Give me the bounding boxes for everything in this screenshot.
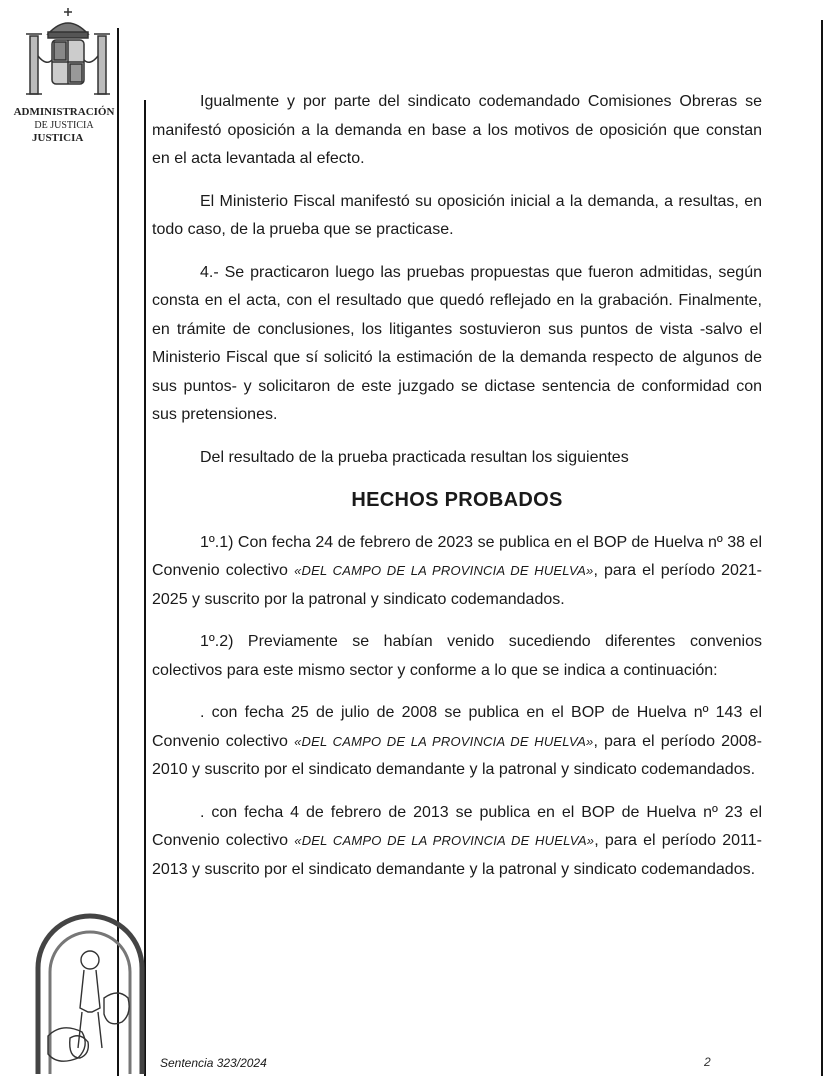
- hecho-text: , para el período 2021-2025 y suscrito por la patronal y sindicato codemandados.: [152, 562, 763, 608]
- sentencia-reference: Sentencia 323/2024: [160, 1056, 267, 1070]
- administracion-justicia-label: [4, 106, 124, 145]
- hecho-text: 1º.1) Con fecha 24 de febrero de 2023 se publica en el BOP de Huelva nº 38 el Convenio colectivo: [152, 533, 762, 579]
- paragraph-ccoo-opposition: Igualmente y por parte del sindicato codemandado Comisiones Obreras se manifestó oposición a la demanda en base a los motivos de oposición que constan en el acta levantada al efecto.: [152, 93, 762, 167]
- spain-coat-of-arms-icon: [18, 6, 118, 106]
- convenio-name: «DEL CAMPO DE LA PROVINCIA DE HUELVA»: [294, 733, 594, 749]
- convenio-name: «DEL CAMPO DE LA PROVINCIA DE HUELVA»: [294, 833, 595, 848]
- document-body: [152, 88, 762, 898]
- junta-andalucia-emblem-icon: [30, 908, 150, 1074]
- convenio-2013: [152, 799, 762, 885]
- admin-line3: JUSTICIA: [32, 132, 84, 144]
- hecho-text: , para el período 2011-2013 y suscrito por el sindicato demandante y la patronal y sindicato codemandados.: [152, 832, 762, 878]
- hecho-1-1: [152, 529, 762, 615]
- hecho-text: , para el período 2008-2010 y suscrito por el sindicato demandante y la patronal y sindicato codemandados.: [152, 732, 763, 778]
- admin-line1: ADMINISTRACIÓN: [13, 106, 115, 118]
- paragraph-ministerio-fiscal: El Ministerio Fiscal manifestó su oposición inicial a la demanda, a resultas, en todo caso, de la prueba que se practicase.: [152, 192, 762, 238]
- hecho-text: . con fecha 4 de febrero de 2013 se publica en el BOP de Huelva nº 23 el Convenio colectivo: [152, 803, 762, 849]
- paragraph-pruebas: 4.- Se practicaron luego las pruebas propuestas que fueron admitidas, según consta en el acta, con el resultado que quedó reflejado en la grabación. Finalmente, en trámite de conclusiones, los litigantes sostuvieron sus puntos de vista -salvo el Ministerio Fiscal que sí solicitó la estimación de la demanda respecto de algunos de sus puntos- y solicitaron de este juzgado se dictase sentencia de conformidad con sus pretensiones.: [152, 263, 762, 423]
- paragraph-resultado: Del resultado de la prueba practicada resultan los siguientes: [200, 448, 629, 466]
- convenio-name: «DEL CAMPO DE LA PROVINCIA DE HUELVA»: [294, 563, 594, 578]
- margin-rule-right: [821, 20, 823, 1076]
- page-number: 2: [704, 1055, 711, 1069]
- admin-line2: DE JUSTICIA: [34, 120, 94, 131]
- section-title-hechos-probados: HECHOS PROBADOS: [351, 489, 563, 511]
- hecho-1-2: 1º.2) Previamente se habían venido sucediendo diferentes convenios colectivos para este mismo sector y conforme a lo que se indica a continuación:: [152, 633, 762, 679]
- hecho-text: . con fecha 25 de julio de 2008 se publica en el BOP de Huelva nº 143 el Convenio colectivo: [152, 704, 762, 750]
- convenio-2008: [152, 699, 762, 785]
